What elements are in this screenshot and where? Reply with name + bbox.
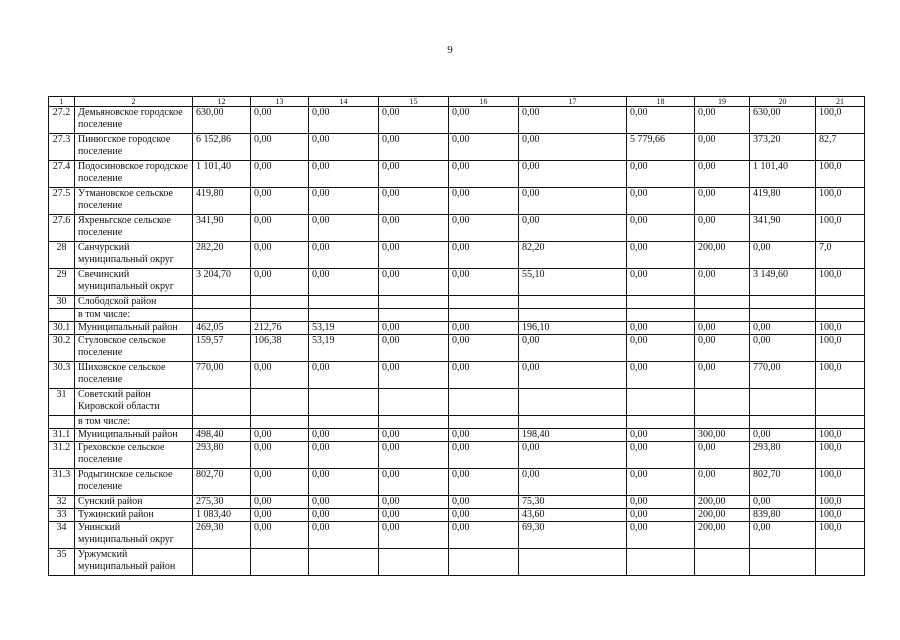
table-row [49,161,865,188]
row-value: 630,00 [750,107,816,134]
row-index: 31 [49,389,75,416]
row-value: 159,57 [193,335,251,362]
row-value: 839,80 [750,509,816,522]
row-value [193,416,251,429]
row-value: 53,19 [309,335,379,362]
row-value: 53,19 [309,322,379,335]
row-index: 27.5 [49,188,75,215]
row-value [449,309,519,322]
row-value: 0,00 [379,269,449,296]
row-value [750,416,816,429]
row-value: 0,00 [627,442,695,469]
row-value: 0,00 [519,469,627,496]
budget-table [48,96,865,576]
row-value: 0,00 [627,215,695,242]
row-value: 341,90 [750,215,816,242]
row-value [449,389,519,416]
row-value [379,296,449,309]
row-value: 0,00 [251,496,309,509]
row-value [379,549,449,576]
row-name: Яхреньгское сельское поселение [75,215,193,242]
row-value: 55,10 [519,269,627,296]
row-name: Пинюгское городское поселение [75,134,193,161]
row-value: 1 101,40 [193,161,251,188]
row-value: 0,00 [379,362,449,389]
row-value: 0,00 [695,134,750,161]
row-value [379,389,449,416]
row-value: 0,00 [379,107,449,134]
row-value: 0,00 [449,429,519,442]
row-value: 0,00 [695,215,750,242]
row-value: 0,00 [379,522,449,549]
table-row [49,296,865,309]
row-value: 0,00 [449,362,519,389]
row-value: 0,00 [251,509,309,522]
row-index: 28 [49,242,75,269]
row-value: 293,80 [193,442,251,469]
row-value [193,309,251,322]
table-row [49,549,865,576]
row-name: в том числе: [75,309,193,322]
row-value: 3 204,70 [193,269,251,296]
row-value: 0,00 [309,242,379,269]
row-value: 0,00 [449,188,519,215]
row-value: 0,00 [251,188,309,215]
row-value: 0,00 [251,469,309,496]
row-value [309,416,379,429]
row-value: 0,00 [695,161,750,188]
row-value [519,389,627,416]
row-value: 100,0 [816,496,865,509]
table-row [49,107,865,134]
row-name: Советский район Кировской области [75,389,193,416]
row-value: 43,60 [519,509,627,522]
row-value [519,549,627,576]
row-value: 0,00 [750,335,816,362]
row-value [816,309,865,322]
row-value: 419,80 [193,188,251,215]
row-value: 0,00 [379,469,449,496]
row-value: 0,00 [309,161,379,188]
row-value: 0,00 [449,161,519,188]
row-value: 100,0 [816,335,865,362]
table-row [49,215,865,242]
row-value: 0,00 [251,215,309,242]
row-value: 0,00 [309,469,379,496]
row-value: 106,38 [251,335,309,362]
row-index: 32 [49,496,75,509]
row-name: Демьяновское городское поселение [75,107,193,134]
row-index: 30 [49,296,75,309]
row-value [251,416,309,429]
table-row [49,522,865,549]
column-header: 17 [519,97,627,107]
row-name: Унинский муниципальный округ [75,522,193,549]
table-row [49,429,865,442]
row-value: 0,00 [627,335,695,362]
row-name: Муниципальный район [75,429,193,442]
row-value: 200,00 [695,242,750,269]
page-number: 9 [447,44,453,56]
row-value: 0,00 [251,161,309,188]
row-value: 0,00 [449,242,519,269]
column-header: 19 [695,97,750,107]
row-value [695,416,750,429]
row-value: 0,00 [379,215,449,242]
row-value: 0,00 [309,134,379,161]
column-header: 18 [627,97,695,107]
row-value: 0,00 [379,322,449,335]
row-value: 0,00 [695,362,750,389]
row-value [750,389,816,416]
row-value: 75,30 [519,496,627,509]
row-value [251,389,309,416]
row-value [627,549,695,576]
row-value: 200,00 [695,509,750,522]
table-row [49,134,865,161]
row-value: 200,00 [695,496,750,509]
row-value: 0,00 [379,242,449,269]
row-value: 0,00 [309,509,379,522]
row-name: Стуловское сельское поселение [75,335,193,362]
table-body [49,107,865,576]
column-header: 21 [816,97,865,107]
row-value: 0,00 [627,188,695,215]
row-value: 0,00 [379,442,449,469]
row-value [309,309,379,322]
row-value: 0,00 [627,469,695,496]
row-value: 0,00 [449,496,519,509]
row-value: 0,00 [449,215,519,242]
column-header: 20 [750,97,816,107]
row-value: 0,00 [627,161,695,188]
row-index [49,309,75,322]
row-value: 0,00 [449,442,519,469]
row-name: Сунский район [75,496,193,509]
row-value: 269,30 [193,522,251,549]
column-header: 1 [49,97,75,107]
row-value: 82,20 [519,242,627,269]
row-value [379,309,449,322]
row-name: в том числе: [75,416,193,429]
row-value: 0,00 [449,322,519,335]
row-value [449,416,519,429]
row-index: 27.3 [49,134,75,161]
row-value: 0,00 [251,269,309,296]
row-value [627,296,695,309]
row-value: 0,00 [627,322,695,335]
row-value: 0,00 [251,362,309,389]
table-row [49,269,865,296]
row-value: 0,00 [379,161,449,188]
row-value: 6 152,86 [193,134,251,161]
column-header: 14 [309,97,379,107]
row-index: 27.2 [49,107,75,134]
row-value [449,549,519,576]
table-row [49,309,865,322]
row-value: 0,00 [309,362,379,389]
row-index [49,416,75,429]
row-value [251,549,309,576]
row-value: 0,00 [309,107,379,134]
row-value [695,389,750,416]
row-value: 5 779,66 [627,134,695,161]
row-value: 0,00 [695,322,750,335]
table-header [49,97,865,107]
column-header: 13 [251,97,309,107]
row-index: 30.1 [49,322,75,335]
row-value: 0,00 [627,242,695,269]
row-index: 30.2 [49,335,75,362]
row-value: 0,00 [519,188,627,215]
row-value [519,309,627,322]
row-value [193,296,251,309]
row-value: 462,05 [193,322,251,335]
row-name: Шиховское сельское поселение [75,362,193,389]
column-header: 16 [449,97,519,107]
row-value: 1 083,40 [193,509,251,522]
row-value: 0,00 [695,442,750,469]
row-value [251,296,309,309]
row-value: 0,00 [309,429,379,442]
row-value [449,296,519,309]
row-value: 293,80 [750,442,816,469]
row-value: 198,40 [519,429,627,442]
row-value [627,416,695,429]
row-value [750,549,816,576]
row-value: 0,00 [695,188,750,215]
row-value: 0,00 [251,429,309,442]
row-value [309,296,379,309]
row-value [695,296,750,309]
row-value: 341,90 [193,215,251,242]
row-value: 0,00 [449,509,519,522]
row-name: Утмановское сельское поселение [75,188,193,215]
row-value [816,296,865,309]
row-value: 100,0 [816,188,865,215]
row-value: 0,00 [627,522,695,549]
table-row [49,469,865,496]
row-value: 0,00 [627,107,695,134]
row-value [519,416,627,429]
row-value: 0,00 [309,442,379,469]
row-value: 0,00 [379,134,449,161]
row-value: 0,00 [309,496,379,509]
row-value: 0,00 [750,522,816,549]
row-value: 0,00 [519,161,627,188]
row-index: 34 [49,522,75,549]
table-row [49,322,865,335]
table-row [49,416,865,429]
row-value [379,416,449,429]
table-row [49,389,865,416]
row-value: 275,30 [193,496,251,509]
row-value [627,389,695,416]
row-value: 0,00 [309,215,379,242]
column-header: 12 [193,97,251,107]
row-value: 0,00 [750,429,816,442]
row-value: 100,0 [816,442,865,469]
row-value [519,296,627,309]
row-value: 0,00 [695,469,750,496]
row-index: 31.2 [49,442,75,469]
table-row [49,509,865,522]
row-value: 100,0 [816,509,865,522]
row-value: 0,00 [309,188,379,215]
row-value: 802,70 [193,469,251,496]
row-index: 33 [49,509,75,522]
row-name: Муниципальный район [75,322,193,335]
row-value: 0,00 [519,107,627,134]
row-value: 419,80 [750,188,816,215]
table-row [49,188,865,215]
row-value: 0,00 [695,107,750,134]
row-value: 0,00 [449,522,519,549]
row-value: 82,7 [816,134,865,161]
row-value [816,416,865,429]
table-row [49,335,865,362]
row-value: 100,0 [816,429,865,442]
row-value: 100,0 [816,161,865,188]
row-name: Тужинский район [75,509,193,522]
row-index: 29 [49,269,75,296]
row-index: 31.1 [49,429,75,442]
row-value [627,309,695,322]
row-value: 0,00 [449,335,519,362]
row-value: 0,00 [750,496,816,509]
table-row [49,362,865,389]
row-value: 0,00 [627,429,695,442]
row-name: Подосиновское городское поселение [75,161,193,188]
row-value: 0,00 [251,442,309,469]
row-value: 0,00 [251,522,309,549]
row-value: 0,00 [627,509,695,522]
row-value: 100,0 [816,469,865,496]
row-value: 0,00 [695,335,750,362]
row-index: 27.4 [49,161,75,188]
row-value: 0,00 [519,134,627,161]
row-index: 31.3 [49,469,75,496]
row-value [251,309,309,322]
table-row [49,242,865,269]
row-value: 802,70 [750,469,816,496]
column-header: 2 [75,97,193,107]
row-name: Уржумский муниципальный район [75,549,193,576]
row-value: 0,00 [519,362,627,389]
row-index: 27.6 [49,215,75,242]
row-value [193,549,251,576]
header-row [49,97,865,107]
row-value: 0,00 [309,269,379,296]
row-name: Слободской район [75,296,193,309]
row-value: 0,00 [379,188,449,215]
row-value: 770,00 [750,362,816,389]
row-value: 630,00 [193,107,251,134]
row-value: 0,00 [379,496,449,509]
row-name: Греховское сельское поселение [75,442,193,469]
row-value: 0,00 [519,215,627,242]
row-value: 0,00 [449,269,519,296]
row-value: 0,00 [750,322,816,335]
row-value: 0,00 [449,469,519,496]
row-value: 282,20 [193,242,251,269]
row-value: 0,00 [750,242,816,269]
row-value: 0,00 [379,335,449,362]
row-value: 1 101,40 [750,161,816,188]
row-value: 0,00 [449,134,519,161]
row-value: 0,00 [627,496,695,509]
row-value: 0,00 [251,242,309,269]
row-value: 100,0 [816,322,865,335]
row-value: 0,00 [627,269,695,296]
row-value: 498,40 [193,429,251,442]
row-value: 100,0 [816,269,865,296]
row-value: 0,00 [379,509,449,522]
row-value: 100,0 [816,107,865,134]
row-value: 212,76 [251,322,309,335]
row-value: 200,00 [695,522,750,549]
row-index: 35 [49,549,75,576]
row-value [695,309,750,322]
row-value: 0,00 [379,429,449,442]
row-value: 770,00 [193,362,251,389]
row-value: 0,00 [449,107,519,134]
row-value [309,389,379,416]
row-value: 0,00 [251,134,309,161]
row-value [695,549,750,576]
row-value: 0,00 [627,362,695,389]
row-value: 0,00 [519,442,627,469]
row-index: 30.3 [49,362,75,389]
row-name: Санчурский муниципальный округ [75,242,193,269]
row-value [750,296,816,309]
row-value: 373,20 [750,134,816,161]
row-value: 3 149,60 [750,269,816,296]
row-value: 0,00 [695,269,750,296]
row-value: 0,00 [519,335,627,362]
row-value [309,549,379,576]
row-value: 0,00 [251,107,309,134]
row-value: 100,0 [816,522,865,549]
row-value: 100,0 [816,215,865,242]
row-value: 0,00 [309,522,379,549]
row-value [816,549,865,576]
row-value: 196,10 [519,322,627,335]
row-name: Родыгинское сельское поселение [75,469,193,496]
table-row [49,496,865,509]
row-value: 300,00 [695,429,750,442]
row-value: 100,0 [816,362,865,389]
row-value: 7,0 [816,242,865,269]
column-header: 15 [379,97,449,107]
table-row [49,442,865,469]
row-value [750,309,816,322]
row-value [816,389,865,416]
row-value: 69,30 [519,522,627,549]
row-value [193,389,251,416]
row-name: Свечинский муниципальный округ [75,269,193,296]
